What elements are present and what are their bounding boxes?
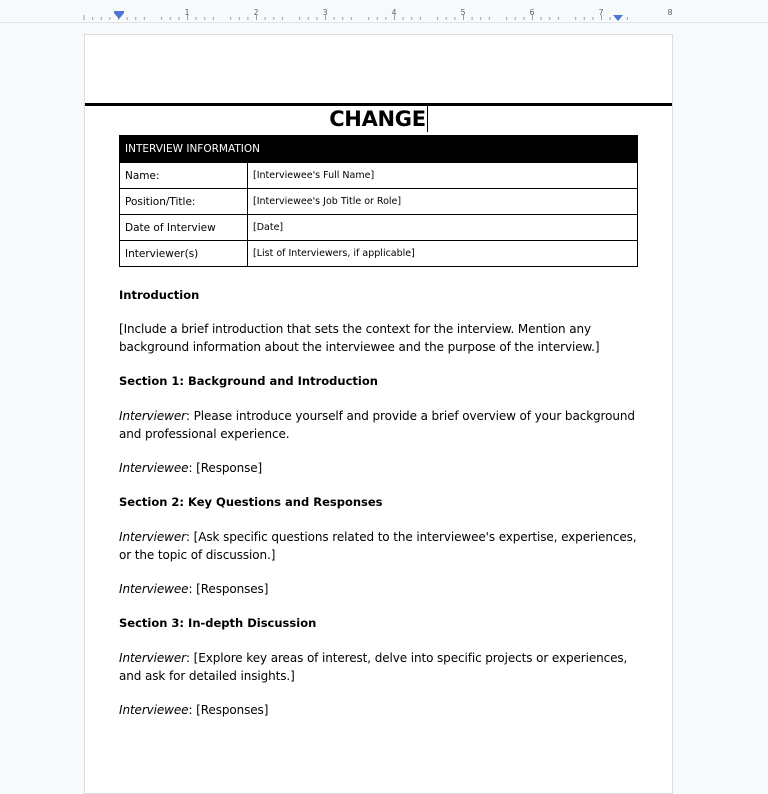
introduction-heading[interactable]: Introduction bbox=[119, 288, 200, 302]
introduction-text[interactable]: [Include a brief introduction that sets the context for the interview. Mention any background information about the interviewee and the purpose of the interview.] bbox=[119, 322, 600, 354]
text-cursor bbox=[427, 106, 428, 132]
horizontal-ruler[interactable] bbox=[0, 0, 768, 23]
interviewee-label: Interviewee bbox=[119, 461, 189, 475]
table-cell-value[interactable]: [Date] bbox=[248, 215, 638, 241]
ruler-number: 3 bbox=[322, 8, 328, 17]
table-row bbox=[120, 189, 638, 215]
section2-interviewer-paragraph[interactable] bbox=[119, 528, 639, 564]
ruler-number: 8 bbox=[667, 8, 673, 17]
ruler-number: 7 bbox=[598, 8, 604, 17]
table-cell-label[interactable]: Position/Title: bbox=[120, 189, 248, 215]
section1-interviewee-paragraph[interactable] bbox=[119, 459, 639, 477]
ruler-number: 6 bbox=[529, 8, 535, 17]
document-page[interactable] bbox=[84, 34, 673, 794]
document-title[interactable]: CHANGE bbox=[329, 107, 426, 131]
interviewer-label: Interviewer bbox=[119, 409, 187, 423]
table-row bbox=[120, 241, 638, 267]
interview-info-table[interactable] bbox=[119, 135, 638, 267]
interviewee-text: : [Responses] bbox=[188, 582, 269, 596]
interviewer-text: : Please introduce yourself and provide a brief overview of your background and professional experience. bbox=[119, 409, 635, 441]
table-cell-value[interactable]: [List of Interviewers, if applicable] bbox=[248, 241, 638, 267]
table-cell-label[interactable]: Name: bbox=[120, 163, 248, 189]
section2-interviewee-paragraph[interactable] bbox=[119, 580, 639, 598]
left-indent-marker bbox=[114, 13, 124, 19]
section1-heading[interactable]: Section 1: Background and Introduction bbox=[119, 374, 378, 388]
ruler-ticks bbox=[0, 0, 768, 22]
section3-interviewer-paragraph[interactable] bbox=[119, 649, 639, 685]
ruler-number: 1 bbox=[184, 8, 190, 17]
table-cell-label[interactable]: Interviewer(s) bbox=[120, 241, 248, 267]
ruler-number: 5 bbox=[460, 8, 466, 17]
table-cell-value[interactable]: [Interviewee's Full Name] bbox=[248, 163, 638, 189]
section2-heading[interactable]: Section 2: Key Questions and Responses bbox=[119, 495, 383, 509]
ruler-number: 2 bbox=[253, 8, 259, 17]
interviewee-label: Interviewee bbox=[119, 703, 189, 717]
right-indent-marker bbox=[613, 15, 623, 21]
interviewee-text: : [Responses] bbox=[188, 703, 269, 717]
section3-interviewee-paragraph[interactable] bbox=[119, 701, 639, 719]
title-divider bbox=[85, 103, 672, 106]
table-cell-value[interactable]: [Interviewee's Job Title or Role] bbox=[248, 189, 638, 215]
table-cell-label[interactable]: Date of Interview bbox=[120, 215, 248, 241]
table-row bbox=[120, 163, 638, 189]
table-row bbox=[120, 215, 638, 241]
interviewer-label: Interviewer bbox=[119, 530, 187, 544]
interviewer-text: : [Explore key areas of interest, delve into specific projects or experiences, and ask for detailed insights.] bbox=[119, 651, 628, 683]
interviewer-label: Interviewer bbox=[119, 651, 187, 665]
table-header-row bbox=[120, 136, 638, 163]
section1-interviewer-paragraph[interactable] bbox=[119, 407, 639, 443]
section3-heading[interactable]: Section 3: In-depth Discussion bbox=[119, 616, 317, 630]
interviewee-label: Interviewee bbox=[119, 582, 189, 596]
first-line-indent-marker bbox=[114, 11, 124, 13]
interviewer-text: : [Ask specific questions related to the interviewee's expertise, experiences, or the topic of discussion.] bbox=[119, 530, 637, 562]
interviewee-text: : [Response] bbox=[188, 461, 263, 475]
ruler-number: 4 bbox=[391, 8, 397, 17]
table-header[interactable]: INTERVIEW INFORMATION bbox=[120, 136, 638, 163]
